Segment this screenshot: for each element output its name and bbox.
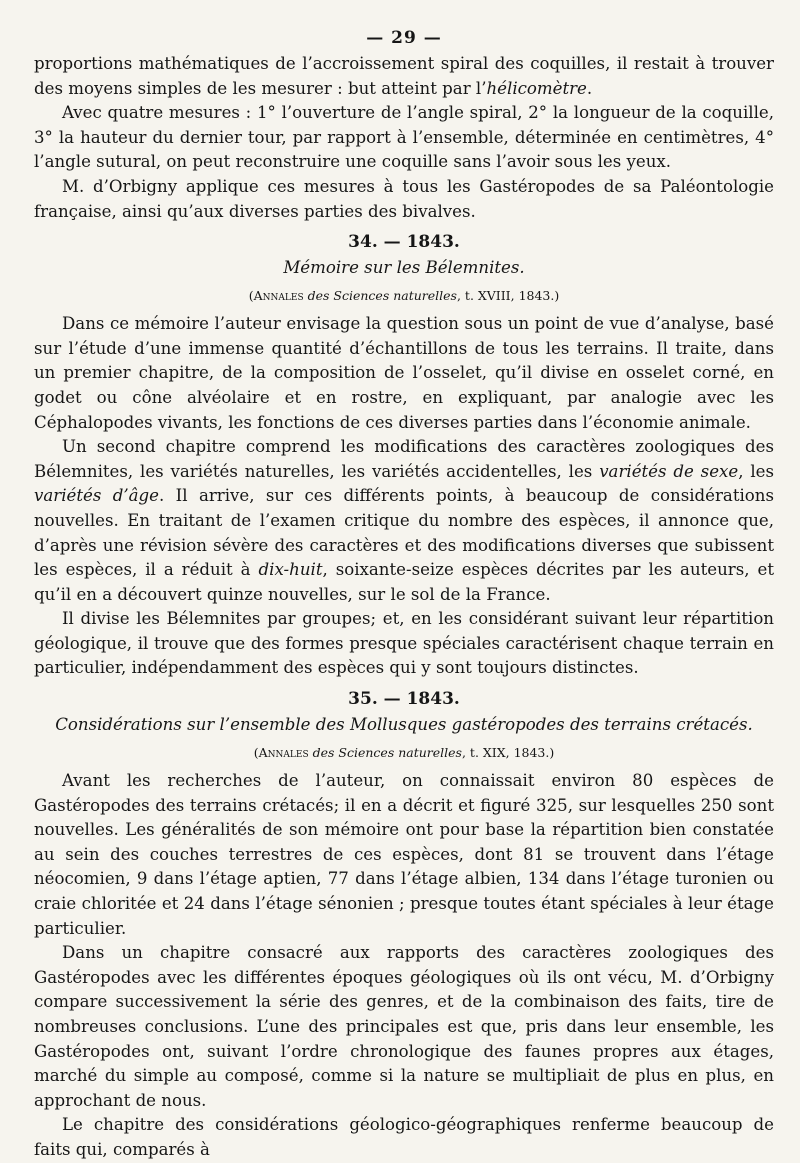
text-run: , les xyxy=(738,461,774,481)
italic-text: dix-huit xyxy=(258,560,323,580)
section-title: Considérations sur l’ensemble des Mollusques gastéropodes des terrains crétacés. xyxy=(55,715,753,735)
source-series: des Sciences naturelles xyxy=(312,745,462,761)
text-run: Le chapitre des considérations géologico-géographiques renferme beaucoup de faits qui, comparés à xyxy=(34,1115,774,1159)
italic-text: variétés d’âge xyxy=(34,486,159,506)
source-journal: Annales xyxy=(258,745,309,761)
paragraph xyxy=(34,312,774,435)
paren: ( xyxy=(248,288,254,304)
source-volume: , t. XIX, 1843.) xyxy=(461,745,555,761)
text-run: . xyxy=(586,78,593,98)
text-run: Un second chapitre comprend les modifications des caractères zoologiques des Bélemnites, les variétés naturelles, les variétés accidentelles, les xyxy=(34,437,774,481)
paren: ( xyxy=(253,745,259,761)
paragraph xyxy=(34,435,774,607)
paragraph xyxy=(34,607,774,681)
source-volume: , t. XVIII, 1843.) xyxy=(456,288,560,304)
paragraph xyxy=(34,101,774,175)
italic-text: variétés de sexe xyxy=(599,461,739,481)
paragraph xyxy=(34,175,774,224)
section-source xyxy=(34,743,774,763)
paragraph xyxy=(34,1113,774,1162)
paragraph xyxy=(34,52,774,101)
section-source xyxy=(34,286,774,306)
source-journal: Annales xyxy=(253,288,304,304)
page-body xyxy=(34,52,774,1163)
text-run: Il divise les Bélemnites par groupes; et, en les considérant suivant leur répartition géologique, il trouve que des formes presque spéciales caractérisent chaque terrain en particulier, indépendamment des espèces qui y sont toujours distinctes. xyxy=(34,609,774,678)
text-run: . Il arrive, sur ces différents points, à beaucoup de considérations nouvelles. En traitant de l’examen critique du nombre des espèces, il annonce que, d’après une révision sévère des caractères et des modifications diverses que subissent les espèces, il a réduit à xyxy=(34,486,774,580)
text-run: Dans un chapitre consacré aux rapports des caractères zoologiques des Gastéropodes avec les différentes époques géologiques où ils ont vécu, M. d’Orbigny compare successivement la série des genres, et de la combinaison des faits, tire de nombreuses conclusions. L’une des principales est que, pris dans leur ensemble, les Gastéropodes ont, suivant l’ordre chronologique des faunes propres aux étages, marché du simple au composé, comme si la nature se multipliait de plus en plus, en approchant de nous. xyxy=(34,943,774,1110)
section-number: 34. — 1843. xyxy=(348,232,460,253)
page-number: — 29 — xyxy=(366,28,442,48)
source-series: des Sciences naturelles xyxy=(307,288,457,304)
text-run: M. d’Orbigny applique ces mesures à tous les Gastéropodes de sa Paléontologie française, ainsi qu’aux diverses parties des bivalves. xyxy=(34,176,774,221)
section-title: Mémoire sur les Bélemnites. xyxy=(283,258,525,278)
paragraph xyxy=(34,769,774,941)
text-run: , soixante-seize espèces décrites par les auteurs, et qu’il en a découvert quinze nouvelles, sur le sol de la France. xyxy=(34,560,774,604)
text-run: proportions mathématiques de l’accroissement spiral des coquilles, il restait à trouver des moyens simples de les mesurer : but atteint par l’ xyxy=(34,54,774,98)
paragraph xyxy=(34,941,774,1113)
text-run: Avant les recherches de l’auteur, on connaissait environ 80 espèces de Gastéropodes des terrains crétacés; il en a décrit et figuré 325, sur lesquelles 250 sont nouvelles. Les généralités de son mémoire ont pour base la répartition bien constatée au sein des couches terrestres de ces espèces, dont 81 se trouvent dans l’étage néocomien, 9 dans l’étage aptien, 77 dans l’étage albien, 134 dans l’étage turonien ou craie chloritée et 24 dans l’étage sénonien ; presque toutes étant spéciales à leur étage particulier. xyxy=(34,771,774,938)
text-run: Avec quatre mesures : 1° l’ouverture de l’angle spiral, 2° la longueur de la coquille, 3° la hauteur du dernier tour, par rapport à l’ensemble, déterminée en centimètres, 4° l’angle sutural, on peut reconstruire une coquille sans l’avoir sous les yeux. xyxy=(34,103,774,172)
italic-text: hélicomètre xyxy=(486,78,587,98)
section-number: 35. — 1843. xyxy=(348,689,460,710)
text-run: Dans ce mémoire l’auteur envisage la question sous un point de vue d’analyse, basé sur l’étude d’une immense quantité d’échantillons de tous les terrains. Il traite, dans un premier chapitre, de la composition de l’osselet, qu’il divise en osselet corné, en godet ou cône alvéolaire et en rostre, en expliquant, par analogie avec les Céphalopodes vivants, les fonctions de ces diverses parties dans l’économie animale. xyxy=(34,314,774,432)
